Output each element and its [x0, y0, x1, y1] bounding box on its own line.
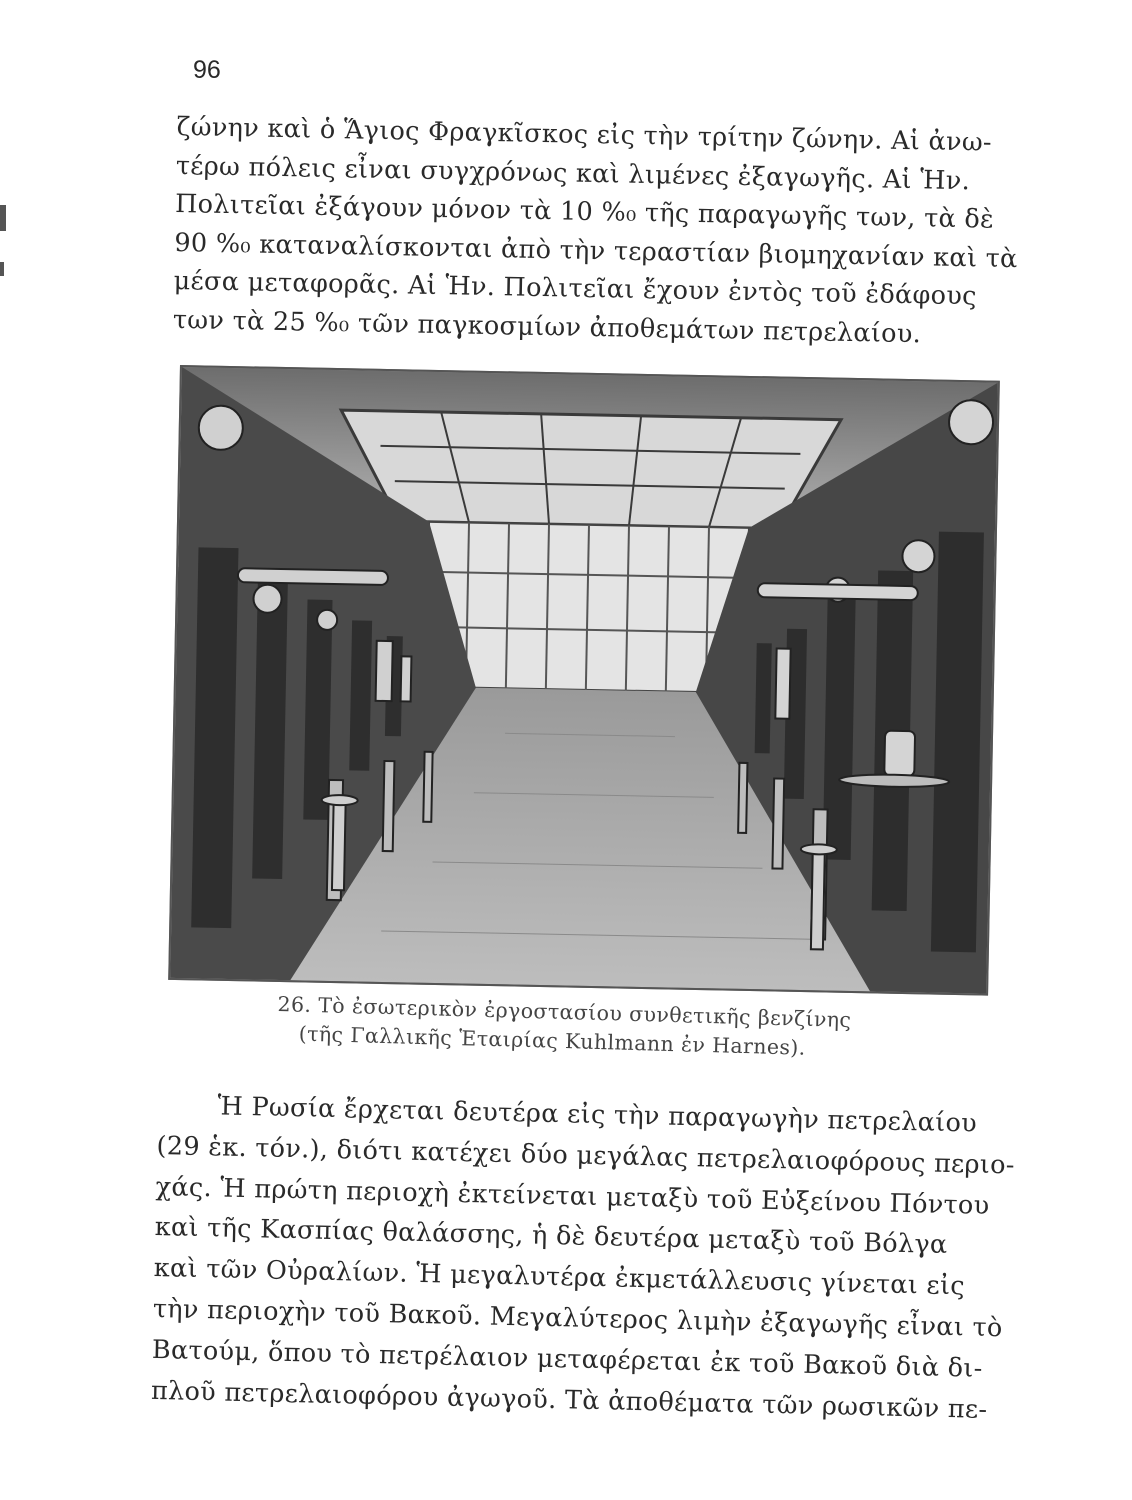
- factory-interior-photo: [168, 365, 1000, 996]
- text-line: Πολιτεῖαι ἐξάγουν μόνον τὰ 10 %₀ τῆς παραγωγῆς των, τὰ δὲ: [174, 188, 995, 235]
- text-line: Ἡ Ρωσία ἔρχεται δευτέρα εἰς τὴν παραγωγὴν πετρελαίου: [217, 1091, 978, 1139]
- text-line: Βατούμ, ὅπου τὸ πετρέλαιον μεταφέρεται ἐκ τοῦ Βακοῦ διὰ δι-: [151, 1334, 983, 1384]
- text-line: μέσα μεταφορᾶς. Αἱ Ἡν. Πολιτεῖαι ἔχουν ἐντὸς τοῦ ἐδάφους: [173, 265, 978, 312]
- caption-line: (τῆς Γαλλικῆς Ἑταιρίας Kuhlmann ἐν Harnes).: [298, 1021, 806, 1060]
- text-line: πλοῦ πετρελαιοφόρου ἀγωγοῦ. Τὰ ἀποθέματα τῶν ρωσικῶν πε-: [150, 1375, 988, 1425]
- scan-edge-mark: [0, 205, 6, 231]
- text-line: τέρω πόλεις εἶναι συγχρόνως καὶ λιμένες ἐξαγωγῆς. Αἱ Ἡν.: [175, 150, 971, 196]
- top-paragraph: [173, 108, 1022, 355]
- text-line: ζώνην καὶ ὁ Ἅγιος Φραγκῖσκος εἰς τὴν τρίτην ζώνην. Αἱ ἀνω-: [176, 111, 993, 158]
- text-line: χάς. Ἡ πρώτη περιοχὴ ἐκτείνεται μεταξὺ τοῦ Εὐξείνου Πόντου: [155, 1171, 990, 1221]
- text-line: καὶ τῆς Κασπίας θαλάσσης, ἡ δὲ δευτέρα μεταξὺ τοῦ Βόλγα: [154, 1212, 948, 1261]
- text-line: 90 %₀ καταναλίσκονται ἀπὸ τὴν τεραστίαν βιομηχανίαν καὶ τὰ: [174, 227, 1018, 274]
- text-line: τὴν περιοχὴν τοῦ Βακοῦ. Μεγαλύτερος λιμὴν ἐξαγωγῆς εἶναι τὸ: [152, 1293, 1003, 1344]
- factory-photo-illustration: [170, 367, 998, 994]
- caption-line: 26. Τὸ ἐσωτερικὸν ἐργοστασίου συνθετικῆς βενζίνης: [277, 991, 852, 1033]
- bottom-paragraph: [150, 1085, 1016, 1430]
- figure-caption: [276, 990, 917, 1066]
- page-number: 96: [193, 56, 221, 84]
- text-line: καὶ τῶν Οὐραλίων. Ἡ μεγαλυτέρα ἐκμετάλλευσις γίνεται εἰς: [153, 1253, 966, 1302]
- scan-edge-mark: [0, 262, 4, 276]
- text-line: (29 ἑκ. τόν.), διότι κατέχει δύο μεγάλας πετρελαιοφόρους περιο-: [156, 1130, 1016, 1181]
- text-line: των τὰ 25 %₀ τῶν παγκοσμίων ἀποθεμάτων πετρελαίου.: [172, 304, 922, 349]
